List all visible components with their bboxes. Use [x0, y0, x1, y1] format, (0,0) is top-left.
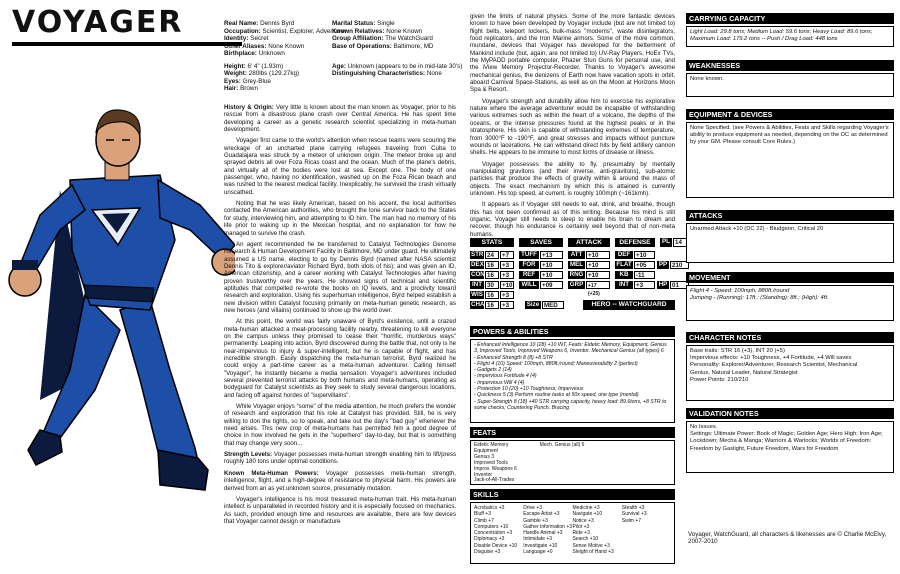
hp-label: HP: [658, 281, 668, 288]
defense-value: +10: [634, 251, 655, 259]
skill-item: Survival +3: [621, 511, 647, 518]
info-row: Height: 6' 4" (1.93m): [224, 62, 284, 70]
powers-paragraph: Voyager's intelligence is his most treasured meta-human trait. His meta-human intellect is unparalleled in recorded history and it is especially focused on mechanics. As such, provided enough time and resources are available, there are few devices that Voyager cannot design or manufacture: [224, 495, 456, 525]
powers-abilities-box: [470, 339, 675, 423]
saves-header: SAVES: [519, 238, 563, 247]
attack-key: RNG: [569, 271, 584, 278]
feat-item: Jack-of-All-Trades: [474, 477, 515, 484]
defense-header: DEFENSE: [615, 238, 655, 247]
skill-item: Notice +3: [572, 517, 594, 524]
history-paragraph: An agent recommended he be transferred to Catalyst Technologies Genome Research & Human Development Facility in Baltimore, MD under guard. He ultimately assumed a US name, electing to go by Dennis Byrd (named after NASA scientist Dennis Tito & explorer/aviator Richard Byrd, both idols of his); and was given an ID, American citizenship, and a career working with Catalyst Technologies after having proven trustworthy over the years. He showed signs of technical and scientific aptitudes that compelled re-wrote the books on IQ levels, and a proclivity toward research and exploration. Using his superhuman intelligence, Byrd helped establish a new division within Catalyst focusing primarily on meta-human genetic research, as new heroes (and villains) continued to show up the world over.: [224, 240, 456, 314]
info-row: Birthplace: Unknown: [224, 50, 285, 57]
power-line: - Gadgets 2 (14): [474, 367, 512, 374]
feat-item: Eidetic Memory: [474, 442, 509, 448]
ability-value: 16: [485, 291, 499, 299]
skill-item: Disable Device +10: [474, 542, 518, 549]
skill-item: Language +0: [523, 549, 553, 556]
powers-paragraph: Voyager possesses the ability to fly, presumably by mentally manipulating gravitons (and their inverse, anti-gravitons), sub-atomic particles that produce the effects of gravity within & around the mass of objects. The exact mechanism by which this is attained is currently unknown. His top speed, at current, is roughly 100mph (~161kmh).: [470, 160, 675, 197]
info-row: Identity: Secret: [224, 35, 269, 42]
powers-paragraph: Known Meta-Human Powers: Voyager possesses meta-human strength, intelligence, flight, and a high-degree of resistance to physical harm. His powers are derived from an as yet unknown source, presumably mutation.: [224, 469, 457, 492]
carrying-capacity-box: Light Load: 29.8 tons; Medium Load: 59.6 tons; Heavy Load: 89.6 tons; Maximum Load: 179.2 tons -- Push / Drag Load: 448 tons: [686, 26, 894, 47]
pl-value: 14: [673, 238, 689, 247]
save-value: +13: [540, 251, 563, 259]
feats-box: [470, 440, 675, 485]
skill-item: Intimidate +3: [523, 536, 553, 543]
ability-key: INT: [470, 281, 484, 289]
ability-mod: +3: [500, 291, 514, 299]
info-row: Eyes: Grey-Blue: [224, 77, 271, 85]
skill-item: Gamble +3: [523, 517, 548, 524]
movement-header: MOVEMENT: [686, 272, 894, 283]
validation-notes-header: VALIDATION NOTES: [686, 408, 894, 419]
skill-item: Sense Motive +3: [572, 542, 610, 549]
strength-paragraph: Strength Levels: Voyager possesses meta-human strength enabling him to lift/press roughly 180 tons under optimal conditions.: [224, 451, 456, 466]
skill-item: Escape Artist +3: [523, 511, 560, 518]
movement-box: Flight 4 - Speed: 100mph, 880ft./round Jumping - (Running): 17ft.; (Standing): 8ft.; (High): 4ft.: [686, 285, 894, 321]
skill-item: Pilot +3: [572, 523, 590, 530]
equipment-box: None Specified. (see Powers & Abilities, Feats and Skills regarding Voyager's ability to produce equipment as needed, depending on the DC as determined by your GM. Please consult Core Rules.): [686, 122, 894, 198]
info-row: Distinguishing Characteristics: None: [332, 70, 442, 77]
skills-box: [470, 502, 675, 564]
powers-paragraph: given the limits of natural physics. Some of the more fantastic devices known to have been developed by Voyager include (but are not limited to) flight belts, teleport lockers, bulk-mass "modems", waste disintegrators, food replicators, and the Iron Marine armors. Some of the more common, mundane, devices that Voyager has developed for the betterment of Mankind include (but, again, are not limited to) UV-Ray Players, HoEx TVs, the MyPADD portable computer, Phazer Stun Guns for personal use, and the iView Memory Projector-Recorder. Thanks to Voyager's awesome mechanical genius, the denizens of Earth now have vacation spots in orbit, aboard Carnival Space-Stations, as well as on the Moon at Horizons Moon Spa & Resort.: [470, 13, 675, 94]
feat-item: Genius 3: [474, 453, 495, 460]
defense-key: DEF: [615, 251, 633, 259]
stat-block: [470, 238, 683, 318]
skills-col-2: [523, 505, 572, 555]
history-paragraph: History & Origin: Very little is known about the man known as Voyager, prior to his rescue from a disastrous plane crash over Central America. He has spent time developing a career as a genetic research scientist specializing in meta-human development.: [224, 104, 456, 134]
skill-item: Climb +7: [474, 517, 494, 524]
attack-key: MEL: [569, 261, 584, 268]
history-paragraph: While Voyager enjoys "some" of the media attention, he much prefers the wonder of research and exploration that his role at Catalyst has provided. Still, he is very willing to don the tights, so to speak, and take out the day's "bad guy" whenever the need arises. This new crop of meta-humans has permitted him a good degree of choice in how involved he gets in the "superhero" day-to-day, but that is something that may change very soon...: [224, 403, 456, 447]
power-line: - Enhanced Intelligence 10 (28) +10 INT, Feats: Eidetic Memory, Equipment, Genius 3, Improved Tools, Improved Weapons 6, Inventor. Mechanical Genius (all types) 6: [474, 342, 667, 355]
skill-item: Sleight of Hand +3: [572, 549, 614, 556]
power-line: - Impervious Will 4 (4): [474, 379, 525, 386]
skill-item: Search +10: [572, 536, 599, 543]
ability-value: 16: [485, 301, 499, 309]
ability-value: 16: [485, 271, 499, 279]
skill-item: Investigate +10: [523, 542, 558, 549]
ability-mod: +3: [500, 261, 514, 269]
info-row: Age: Unknown (appears to be in mid-late 30's): [332, 62, 463, 70]
skill-item: Bluff +3: [474, 511, 492, 518]
power-line: - Enhanced Strength 8 (8) +8 STR: [474, 354, 553, 361]
save-key: FOR: [519, 261, 539, 269]
power-line: - Quickness 5 (3) Perform routine tasks at 50x speed, one type (mental): [474, 392, 639, 399]
power-line: - Super-Strength 8 (18) +40 STR carrying capacity, heavy load: 89.6tons, +8 STR to some checks; Countering Punch, Bracing: [474, 398, 667, 411]
feat-item: Mech. Genius (all) 6: [539, 442, 585, 448]
pp-label: PP: [658, 261, 668, 268]
ability-value: 24: [485, 251, 499, 259]
skill-item: Stealth +3: [621, 505, 645, 511]
history-paragraph: Noting that he was likely American, based on his accent, the local authorities contacted the American authorities, who brought the lone survivor back to the States for study, interviewing him, and attempting to ID him. The man had no memory of his life prior to waking up in the Mexican hospital, and no explanation for how he managed to survive the crash.: [224, 200, 456, 237]
power-line: - Flight 4 (10) Speed: 100mph, 880ft./round; Maneuverability 2 (perfect): [474, 360, 638, 367]
skill-item: Disguise +3: [474, 549, 501, 556]
skills-col-3: [573, 505, 622, 555]
attack-key: GRP: [569, 281, 584, 288]
save-value: +09: [540, 281, 563, 289]
skills-col-1: [474, 505, 523, 555]
equipment-header: EQUIPMENT & DEVICES: [686, 109, 894, 120]
skill-item: Computers +10: [474, 523, 509, 530]
info-row: Other Aliases: None Known: [224, 42, 305, 50]
info-row: Real Name: Dennis Byrd: [224, 20, 295, 27]
skills-header: SKILLS: [470, 489, 675, 500]
skill-item: Drive +3: [523, 505, 543, 511]
copyright-footer: Voyager, WatchGuard, all characters & likenesses are © Charlie McElvy, 2007-2010: [688, 531, 887, 546]
info-row: Known Relatives: None Known: [332, 27, 423, 35]
history-column: [224, 104, 456, 529]
info-row: Marital Status: Single: [332, 20, 395, 27]
character-notes-header: CHARACTER NOTES: [686, 332, 894, 343]
defense-value: +05: [634, 261, 655, 269]
save-value: +10: [540, 271, 563, 279]
skill-item: Gather Information +3: [523, 523, 573, 530]
history-paragraph: At this point, the world was fairly unaware of Byrd's existence, until a crazed meta-human attacked a meat-processing facility nearby, threatening to kill everyone on the campus unless they promised to cease their "horrific, murderous ways" permanently. Leaping into action, Byrd discovered during the battle that, not only is he near-impervious to injury & super-intelligent, but he is capable of flight, and has incredible strength. Easily dispatching the meta-human terrorist, Byrd realized he could enjoy a part-time career as a meta-human adventurer. Calling himself "Voyager", he instantly became a media sensation. Voyager's adventures included several prevented terrorist attacks by both humans and meta-humans, operating as bodyguard for Catalyst scientists as they seek to study several dangerous locations, and facing off against hordes of "supervillains".: [224, 318, 456, 399]
attack-key: ATT: [568, 251, 585, 259]
weaknesses-header: WEAKNESSES: [686, 60, 894, 71]
character-notes-box: Base traits: STR 16 (+3), INT 20 (+5) Impervious effects: +10 Toughness, +4 Fortitude, +4 Will saves Personality: Explorer/Adventurer, Research Scientist, Mechanical Genius, Natural Leader, Natural Strategist Power Points: 210/210: [686, 345, 894, 401]
hp-value: 01: [670, 281, 689, 289]
feat-item: Equipment: [474, 447, 498, 454]
powers-paragraph: It appears as if Voyager still needs to eat, drink, and breathe, though this has not been confirmed as of this writing. Because his mind is still organic, Voyager still needs to sleep to enable his brain to dream and recover, though his endurance is certainly well beyond that of non-meta humans.: [470, 201, 675, 238]
skill-item: Medicine +3: [572, 505, 600, 511]
save-key: REF: [519, 271, 539, 279]
ability-value: 30: [485, 281, 499, 289]
pp-value: 210: [670, 261, 689, 269]
skill-item: Concentration +3: [474, 530, 513, 537]
feats-header: FEATS: [470, 427, 675, 438]
validation-notes-box: No Issues. Settings: Ultimate Power: Book of Magic; Golden Age; Hero High; Iron Age; Lockdown; Mecha & Manga; Warriors & Warlocks; Worlds of Freedom: Freedom by Gaslight, Future Freedom, Wars for Freedom: [686, 421, 894, 473]
ability-mod: +10: [502, 282, 513, 289]
skills-col-4: [622, 505, 671, 555]
info-row: Hair: Brown: [224, 85, 258, 92]
history-paragraph: Voyager first came to the world's attention when rescue teams were scouring the wreckage of an uncharted plane carrying refugees traveling from Cuba to Guadalajara was struck by a meteor of unknown origin. The meteor broke up and sprayed debris all over Foza Ricas coast and the ocean. Much of the plane's debris, and virtually all of the bodies were lost at sea. Except one. The body of one passenger, who, having no identification, washed up on the Foza Rican beach and was rushed to the nearest medical facility. Inexplicably, he survived the crash virtually unscathed.: [224, 137, 456, 196]
defense-key: INT: [615, 281, 633, 289]
ability-mod: +3: [500, 271, 514, 279]
defense-value: -11: [634, 271, 655, 279]
attack-value: +10: [586, 251, 610, 259]
feat-item: Improv. Weapons 6: [474, 465, 517, 472]
page-title: VOYAGER: [12, 5, 184, 40]
hero-illustration: [0, 40, 235, 500]
role-banner: HERO -- WATCHGUARD: [583, 300, 675, 310]
right-boot: [158, 450, 208, 490]
ability-mod: +3: [500, 301, 514, 309]
skill-item: Diplomacy +3: [474, 536, 505, 543]
save-value: +10: [540, 261, 563, 269]
attack-value: +17 (+25): [586, 281, 610, 289]
skill-item: Ride +3: [572, 530, 590, 537]
info-row: Base of Operations: Baltimore, MD: [332, 42, 434, 50]
info-row: Weight: 280lbs (129.27kg): [224, 70, 300, 77]
powers-paragraph: Voyager's strength and durability allow him to exercise his explorative nature where the average adventurer would be incapable of withstanding various extremes such as within the heart of a volcano, the depths of the oceans, or the intense pressures found at the highest peaks or in the stratosphere. His skin is capable of withstanding extremes of temperature, from 3000°F to -190°F, and great stresses and impacts without puncture wounds or lacerations. He can withstand direct hits by field artillery cannon shells. He appears to be immune to most forms of disease or illness.: [470, 97, 675, 157]
right-leg: [120, 300, 200, 470]
skill-item: Handle Animal +3: [523, 530, 563, 537]
skill-item: Navigate +10: [572, 511, 603, 518]
save-key: TUFF: [519, 251, 539, 259]
attacks-header: ATTACKS: [686, 210, 894, 221]
feats-col-2: [540, 443, 606, 484]
affiliation-info: [332, 20, 467, 78]
feat-item: Inventor: [474, 471, 493, 478]
ability-key: DEX: [471, 261, 484, 268]
left-cuff: [12, 260, 38, 270]
powers-abilities-header: POWERS & ABILITIES: [470, 326, 675, 337]
skill-item: Acrobatics +3: [474, 505, 505, 511]
attack-value: +10: [586, 261, 610, 269]
save-key: WILL: [519, 281, 539, 289]
defense-value: +3: [634, 281, 655, 289]
defense-key: FLAT: [616, 261, 632, 268]
attacks-box: Unarmed Attack +10 (DC 22) - Bludgeon, Critical 20: [686, 223, 894, 263]
ability-key: CON: [471, 271, 485, 278]
skill-item: Swim +7: [621, 517, 642, 524]
pl-label: PL: [660, 238, 672, 247]
size-label: Size: [526, 301, 540, 308]
defense-key: KB: [615, 271, 633, 279]
attack-header: ATTACK: [568, 238, 610, 247]
power-line: - Impervious Fortitude 4 (4): [474, 373, 537, 380]
feats-col-1: [474, 443, 540, 484]
stats-header: STATS: [470, 238, 514, 247]
info-row: Occupation: Scientist, Explorer, Adventurer: [224, 27, 347, 35]
carrying-capacity-header: CARRYING CAPACITY: [686, 13, 894, 24]
size-value: MED: [542, 301, 564, 309]
weaknesses-box: None known.: [686, 73, 894, 97]
left-boot: [28, 430, 62, 465]
ability-value: 16: [485, 261, 499, 269]
ability-key: WIS: [471, 291, 483, 298]
feat-item: Improved Tools: [474, 459, 508, 466]
ability-mod: +7: [500, 251, 514, 259]
ability-key: CHA: [471, 301, 485, 308]
attack-value: +10: [586, 271, 610, 279]
info-row: Group Affiliation: The WatchGuard: [332, 35, 433, 42]
power-line: - Protection 10 (20) +10 Toughness; Impervious: [474, 386, 584, 393]
powers-column: [470, 13, 675, 242]
ability-key: STR: [471, 251, 484, 258]
